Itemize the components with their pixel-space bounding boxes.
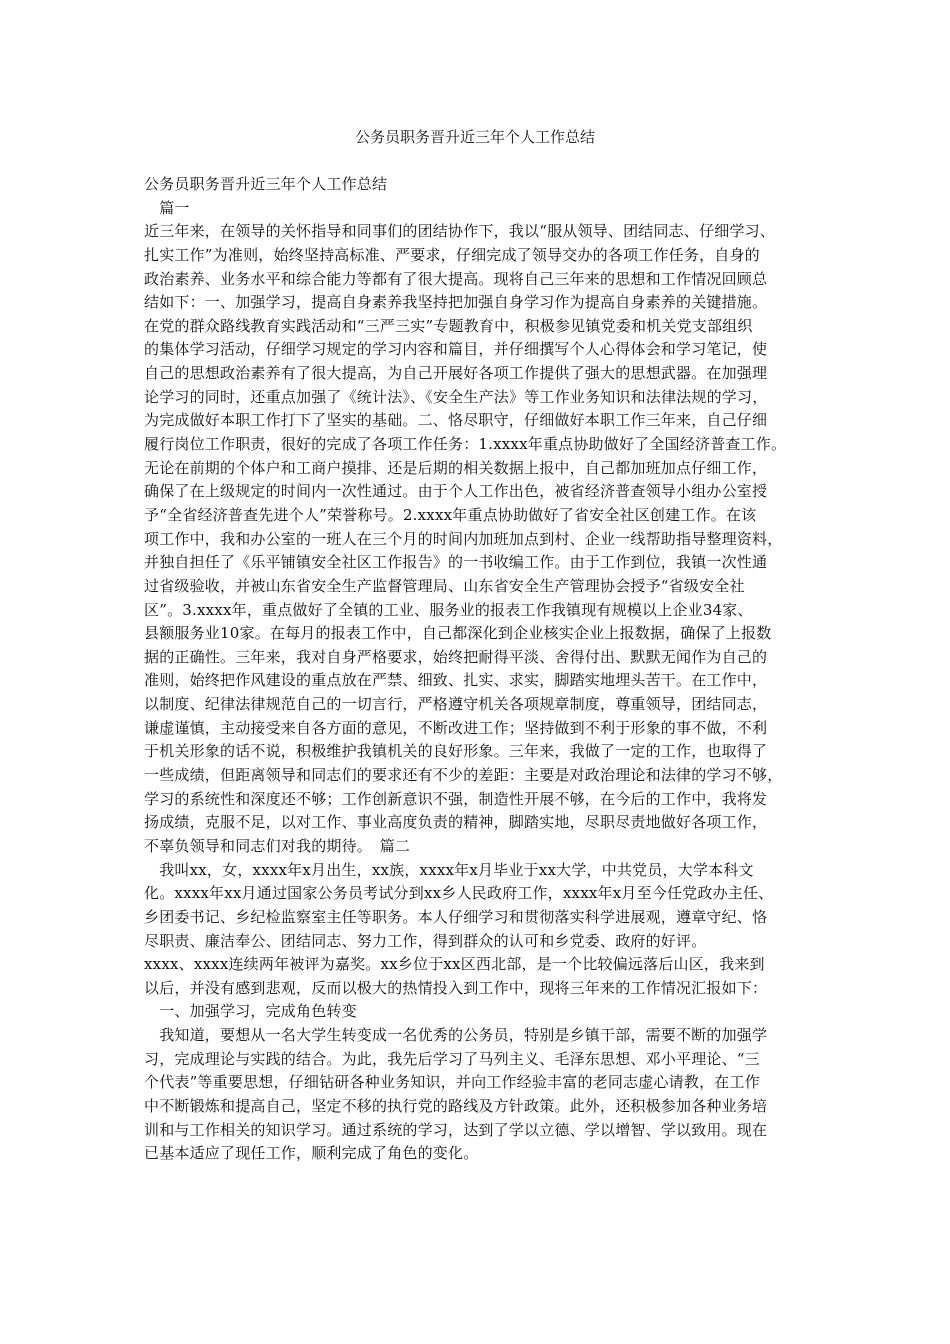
document-title: 公务员职务晋升近三年个人工作总结 <box>354 128 595 146</box>
text-line: 项工作中，我和办公室的一班人在三个月的时间内加班加点到村、企业一线帮助指导整理资料， <box>144 529 783 548</box>
text-line: 训和与工作相关的知识学习。通过系统的学习，达到了学以立德、学以增智、学以致用。现在 <box>144 1120 768 1139</box>
text-line: 并独自担任了《乐平铺镇安全社区工作报告》的一书收编工作。由于工作到位，我镇一次性通 <box>144 553 768 572</box>
text-line: 不辜负领导和同志们对我的期待。 篇二 <box>144 836 411 855</box>
text-line: 化。xxxx年xx月通过国家公务员考试分到xx乡人民政府工作，xxxx年x月至今任党政办主任、 <box>144 884 774 903</box>
text-line: 论学习的同时，还重点加强了《统计法》、《安全生产法》等工作业务知识和法律法规的学习， <box>144 387 768 406</box>
text-line: xxxx、xxxx连续两年被评为嘉奖。xx乡位于xx区西北部，是一个比较偏远落后山区，我来到 <box>144 955 765 974</box>
text-line: 为完成做好本职工作打下了坚实的基础。二、恪尽职守，仔细做好本职工作三年来，自己仔细 <box>144 411 768 430</box>
text-line: 的集体学习活动，仔细学习规定的学习内容和篇目，并仔细撰写个人心得体会和学习笔记，使 <box>144 340 768 359</box>
text-line: 公务员职务晋升近三年个人工作总结 <box>144 175 388 193</box>
text-line: 已基本适应了现任工作，顺利完成了角色的变化。 <box>144 1144 479 1163</box>
text-line: 县额服务业10家。在每月的报表工作中，自己都深化到企业核实企业上报数据，确保了上报数 <box>144 624 772 643</box>
text-line: 我叫xx，女，xxxx年x月出生，xx族，xxxx年x月毕业于xx大学，中共党员，大学本科文 <box>144 860 754 879</box>
text-line: 乡团委书记、乡纪检监察室主任等职务。本人仔细学习和贯彻落实科学进展观，遵章守纪、恪 <box>144 907 768 926</box>
text-line: 区”。3.xxxx年，重点做好了全镇的工业、服务业的报表工作我镇现有规模以上企业34家、 <box>144 600 753 619</box>
text-line: 于机关形象的话不说，积极维护我镇机关的良好形象。三年来，我做了一定的工作，也取得了 <box>144 742 768 761</box>
text-line: 过省级验收，并被山东省安全生产监督管理局、山东省安全生产管理协会授予“省级安全社 <box>144 576 745 595</box>
text-line: 学习的系统性和深度还不够；工作创新意识不强，制造性开展不够，在今后的工作中，我将发 <box>144 789 768 808</box>
text-line: 确保了在上级规定的时间内一次性通过。由于个人工作出色，被省经济普查领导小组办公室授 <box>144 482 768 501</box>
text-line: 无论在前期的个体户和工商户摸排、还是后期的相关数据上报中，自己都加班加点仔细工作， <box>144 458 768 477</box>
text-line: 谦虚谨慎，主动接受来自各方面的意见，不断改进工作；坚持做到不利于形象的事不做，不利 <box>144 718 768 737</box>
text-line: 扬成绩，克服不足，以对工作、事业高度负责的精神，脚踏实地，尽职尽责地做好各项工作， <box>144 813 768 832</box>
text-line: 篇一 <box>144 198 190 217</box>
document-body <box>144 173 816 1166</box>
text-line: 以后，并没有感到悲观，反而以极大的热情投入到工作中，现将三年来的工作情况汇报如下： <box>144 978 768 997</box>
text-line: 扎实工作”为准则，始终坚持高标准、严要求，仔细完成了领导交办的各项工作任务，自身的 <box>144 245 760 264</box>
text-line: 政治素养、业务水平和综合能力等都有了很大提高。现将自己三年来的思想和工作情况回顾总 <box>144 269 768 288</box>
text-line: 一、加强学习，完成角色转变 <box>144 1002 357 1021</box>
text-line: 尽职责、廉洁奉公、团结同志、努力工作，得到群众的认可和乡党委、政府的好评。 <box>144 931 707 950</box>
text-line: 个代表”等重要思想，仔细钻研各种业务知识，并向工作经验丰富的老同志虚心请教，在工作 <box>144 1073 760 1092</box>
text-line: 准则，始终把作风建设的重点放在严禁、细致、扎实、求实，脚踏实地埋头苦干。在工作中， <box>144 671 768 690</box>
text-line: 据的正确性。三年来，我对自身严格要求，始终把耐得平淡、舍得付出、默默无闻作为自己的 <box>144 647 768 666</box>
text-line: 习，完成理论与实践的结合。为此，我先后学习了马列主义、毛泽东思想、邓小平理论、“三 <box>144 1049 760 1068</box>
text-line: 一些成绩，但距离领导和同志们的要求还有不少的差距：主要是对政治理论和法律的学习不够， <box>144 766 783 785</box>
text-line: 在党的群众路线教育实践活动和“三严三实”专题教育中，积极参见镇党委和机关党支部组织 <box>144 316 753 335</box>
text-line: 予“全省经济普查先进个人”荣誉称号。2.xxxx年重点协助做好了省安全社区创建工作。在该 <box>144 505 757 524</box>
text-line: 以制度、纪律法律规范自己的一切言行，严格遵守机关各项规章制度，尊重领导，团结同志， <box>144 695 768 714</box>
text-line: 近三年来，在领导的关怀指导和同事们的团结协作下，我以“服从领导、团结同志、仔细学习、 <box>144 222 776 241</box>
text-line: 我知道，要想从一名大学生转变成一名优秀的公务员，特别是乡镇干部，需要不断的加强学 <box>144 1026 768 1045</box>
text-line: 履行岗位工作职责，很好的完成了各项工作任务：1.xxxx年重点协助做好了全国经济普查工作。 <box>144 435 787 454</box>
text-line: 结如下：一、加强学习，提高自身素养我坚持把加强自身学习作为提高自身素养的关键措施。 <box>144 293 768 312</box>
text-line: 自己的思想政治素养有了很大提高，为自己开展好各项工作提供了强大的思想武器。在加强理 <box>144 364 768 383</box>
text-line: 中不断锻炼和提高自己，坚定不移的执行党的路线及方针政策。此外，还积极参加各种业务培 <box>144 1096 768 1115</box>
